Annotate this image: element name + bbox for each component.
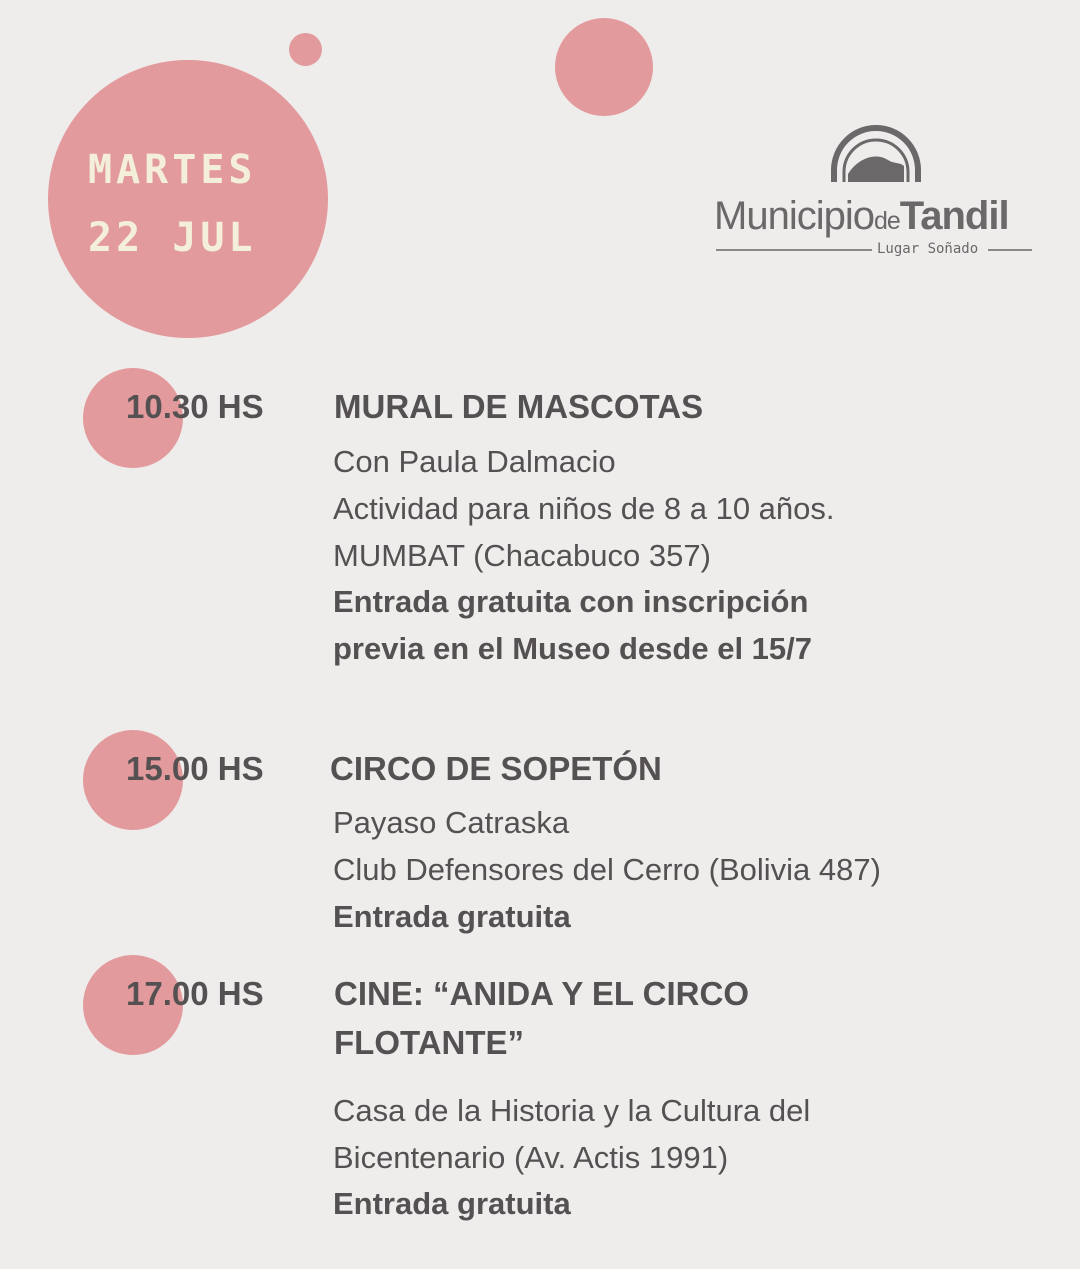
event-time: 17.00 HS — [126, 975, 264, 1012]
logo-slogan: Lugar Soñado — [877, 241, 979, 257]
event-title: CIRCO DE SOPETÓN — [330, 750, 662, 787]
municipio-arch-logo-icon — [828, 118, 924, 186]
decorative-circle-medium — [555, 18, 653, 116]
event-detail: Con Paula Dalmacio — [333, 444, 616, 479]
day-date: 22 JUL — [88, 215, 257, 261]
logo-tandil: Tandil — [899, 194, 1009, 238]
event-location: Casa de la Historia y la Cultura del — [333, 1093, 811, 1128]
event-location: MUMBAT (Chacabuco 357) — [333, 538, 711, 573]
logo-wordmark — [714, 192, 1009, 245]
day-name: MARTES — [88, 147, 257, 193]
event-entry-note: Entrada gratuita — [333, 1186, 571, 1221]
event-time: 10.30 HS — [126, 388, 264, 425]
decorative-circle-large — [48, 60, 328, 338]
logo-de: de — [873, 207, 900, 235]
logo-divider-left — [716, 249, 872, 251]
event-title: CINE: “ANIDA Y EL CIRCO — [334, 975, 749, 1012]
event-entry-note: previa en el Museo desde el 15/7 — [333, 631, 813, 666]
event-location: Club Defensores del Cerro (Bolivia 487) — [333, 852, 881, 887]
event-title: FLOTANTE” — [334, 1024, 525, 1061]
event-detail: Actividad para niños de 8 a 10 años. — [333, 491, 835, 526]
logo-municipio: Municipio — [714, 194, 874, 238]
event-time: 15.00 HS — [126, 750, 264, 787]
event-detail: Payaso Catraska — [333, 805, 570, 840]
event-title: MURAL DE MASCOTAS — [334, 388, 704, 425]
event-location: Bicentenario (Av. Actis 1991) — [333, 1140, 729, 1175]
logo-divider-right — [988, 249, 1032, 251]
event-entry-note: Entrada gratuita — [333, 899, 571, 934]
decorative-circle-small — [289, 33, 322, 66]
event-entry-note: Entrada gratuita con inscripción — [333, 584, 809, 619]
